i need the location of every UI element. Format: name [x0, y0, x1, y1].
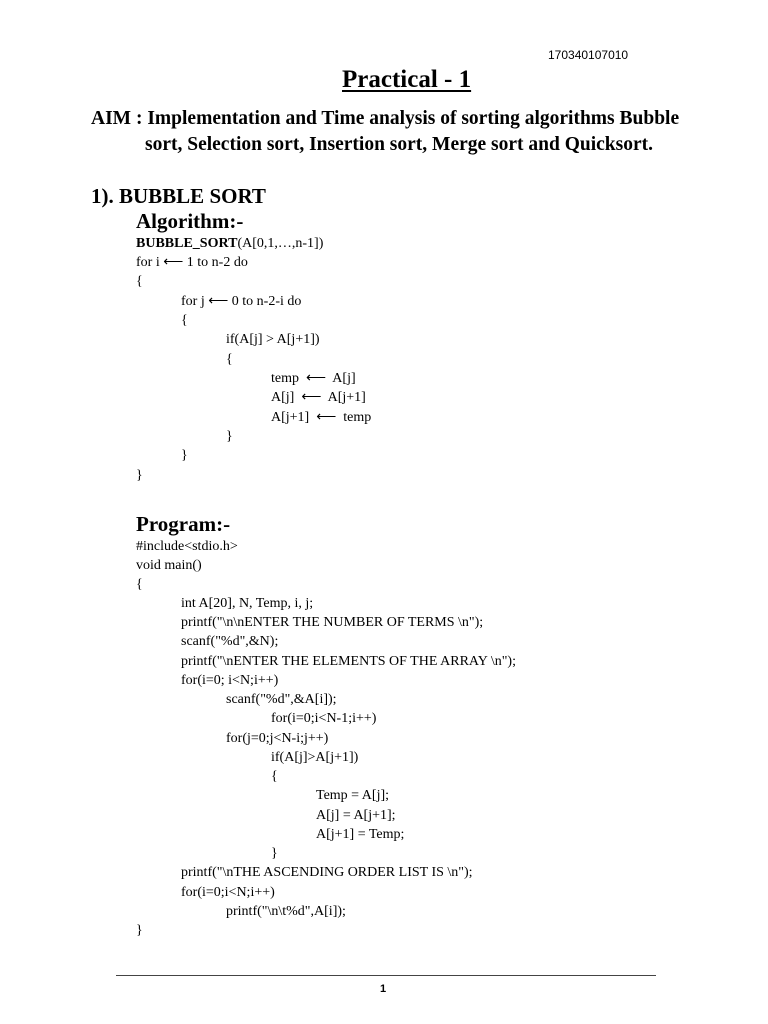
program-line: printf("\nENTER THE ELEMENTS OF THE ARRAY \n");: [181, 654, 516, 669]
program-line: for(j=0;j<N-i;j++): [226, 731, 329, 746]
algorithm-line: temp ⟵ A[j]: [271, 371, 356, 386]
algorithm-line: {: [136, 274, 143, 289]
page-title: Practical - 1: [342, 66, 472, 93]
program-line: printf("\n\nENTER THE NUMBER OF TERMS \n");: [181, 615, 484, 630]
algorithm-args: (A[0,1,…,n-1]): [237, 236, 324, 251]
algorithm-line: }: [181, 448, 188, 463]
program-line: Temp = A[j];: [316, 788, 390, 803]
program-line: {: [136, 577, 143, 592]
enrollment-number: 170340107010: [548, 48, 629, 62]
algorithm-line: }: [226, 429, 233, 444]
program-line: for(i=0; i<N;i++): [181, 673, 279, 688]
aim-line-2: sort, Selection sort, Insertion sort, Merge sort and Quicksort.: [145, 134, 653, 155]
program-line: for(i=0;i<N;i++): [181, 885, 275, 900]
algorithm-heading: Algorithm:-: [136, 209, 244, 233]
footer-divider: [116, 975, 656, 976]
section-heading: 1). BUBBLE SORT: [91, 184, 266, 208]
program-heading: Program:-: [136, 512, 231, 536]
program-line: scanf("%d",&A[i]);: [226, 692, 337, 707]
program-line: scanf("%d",&N);: [181, 634, 279, 649]
program-line: }: [136, 923, 143, 938]
program-line: printf("\n\t%d",A[i]);: [226, 904, 346, 919]
algorithm-line: A[j] ⟵ A[j+1]: [271, 390, 366, 405]
algorithm-line: {: [226, 352, 233, 367]
algorithm-line: for j ⟵ 0 to n-2-i do: [181, 294, 302, 309]
algorithm-line: {: [181, 313, 188, 328]
program-line: }: [271, 846, 278, 861]
program-line: #include<stdio.h>: [136, 539, 238, 554]
program-line: void main(): [136, 558, 202, 573]
algorithm-line: }: [136, 468, 143, 483]
program-line: int A[20], N, Temp, i, j;: [181, 596, 314, 611]
program-line: A[j+1] = Temp;: [316, 827, 405, 842]
algorithm-line: A[j+1] ⟵ temp: [271, 410, 372, 425]
algorithm-line: for i ⟵ 1 to n-2 do: [136, 255, 248, 270]
program-line: {: [271, 769, 278, 784]
algorithm-signature: [136, 234, 323, 253]
algorithm-name: BUBBLE_SORT: [136, 236, 238, 251]
algorithm-line: if(A[j] > A[j+1]): [226, 332, 320, 347]
program-line: for(i=0;i<N-1;i++): [271, 711, 377, 726]
program-line: A[j] = A[j+1];: [316, 808, 396, 823]
program-line: printf("\nTHE ASCENDING ORDER LIST IS \n");: [181, 865, 473, 880]
aim-line-1: AIM : Implementation and Time analysis of sorting algorithms Bubble: [91, 108, 680, 129]
program-line: if(A[j]>A[j+1]): [271, 750, 359, 765]
page-number: 1: [380, 983, 387, 995]
